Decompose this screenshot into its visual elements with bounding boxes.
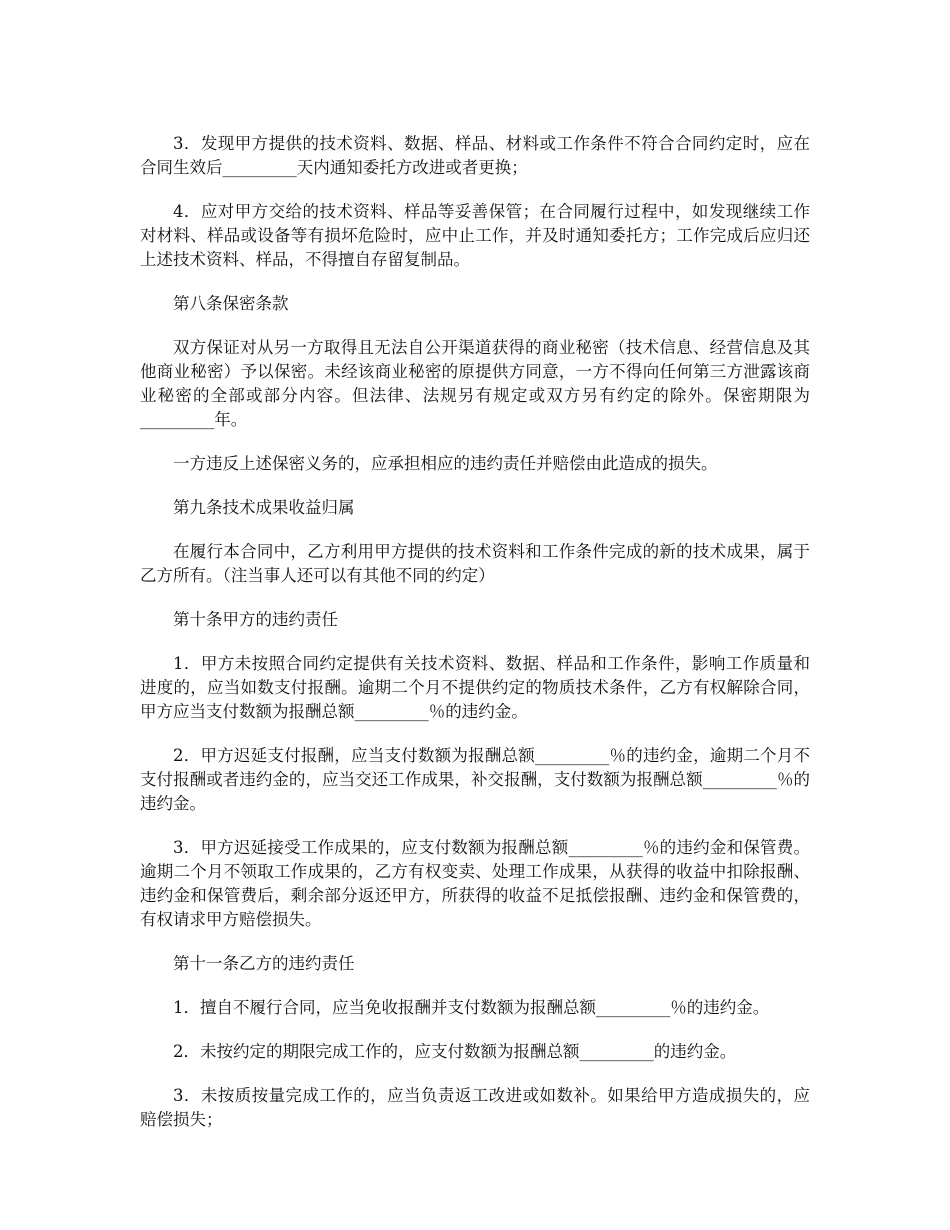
clause-paragraph: 3．未按质按量完成工作的，应当负责返工改进或如数补。如果给甲方造成损失的，应赔偿损失； [140,1086,810,1129]
clause-paragraph: 在履行本合同中，乙方利用甲方提供的技术资料和工作条件完成的新的技术成果，属于乙方所有。（注当事人还可以有其他不同的约定） [140,542,810,585]
clause-paragraph: 双方保证对从另一方取得且无法自公开渠道获得的商业秘密（技术信息、经营信息及其他商业秘密）予以保密。未经该商业秘密的原提供方同意，一方不得向任何第三方泄露该商业秘密的全部或部分内容。但法律、法规另有规定或双方另有约定的除外。保密期限为_________年。 [140,338,810,429]
section-heading: 第八条保密条款 [173,294,289,313]
section-heading: 第十条甲方的违约责任 [173,610,338,629]
section-heading: 第十一条乙方的违约责任 [173,954,355,973]
clause-paragraph: 1．甲方未按照合同约定提供有关技术资料、数据、样品和工作条件，影响工作质量和进度的，应当如数支付报酬。逾期二个月不提供约定的物质技术条件，乙方有权解除合同，甲方应当支付数额为报酬总额_________％的违约金。 [140,654,810,721]
clause-paragraph: 2．甲方迟延支付报酬，应当支付数额为报酬总额_________％的违约金，逾期二个月不支付报酬或者违约金的，应当交还工作成果，补交报酬，支付数额为报酬总额_________％的违约金。 [140,746,810,813]
clause-paragraph: 一方违反上述保密义务的，应承担相应的违约责任并赔偿由此造成的损失。 [173,454,718,473]
clause-paragraph: 4．应对甲方交给的技术资料、样品等妥善保管；在合同履行过程中，如发现继续工作对材料、样品或设备等有损坏危险时，应中止工作，并及时通知委托方；工作完成后应归还上述技术资料、样品，不得擅自存留复制品。 [140,202,810,269]
clause-paragraph: 3．甲方迟延接受工作成果的，应支付数额为报酬总额_________％的违约金和保管费。逾期二个月不领取工作成果的，乙方有权变卖、处理工作成果，从获得的收益中扣除报酬、违约金和保管费后，剩余部分返还甲方，所获得的收益不足抵偿报酬、违约金和保管费的，有权请求甲方赔偿损失。 [140,838,810,929]
clause-paragraph: 2．未按约定的期限完成工作的，应支付数额为报酬总额_________的违约金。 [173,1042,737,1061]
clause-paragraph: 1．擅自不履行合同，应当免收报酬并支付数额为报酬总额_________％的违约金。 [173,998,770,1017]
section-heading: 第九条技术成果收益归属 [173,498,355,517]
clause-paragraph: 3．发现甲方提供的技术资料、数据、样品、材料或工作条件不符合合同约定时，应在合同生效后_________天内通知委托方改进或者更换； [140,134,810,177]
document-body [140,132,810,1152]
